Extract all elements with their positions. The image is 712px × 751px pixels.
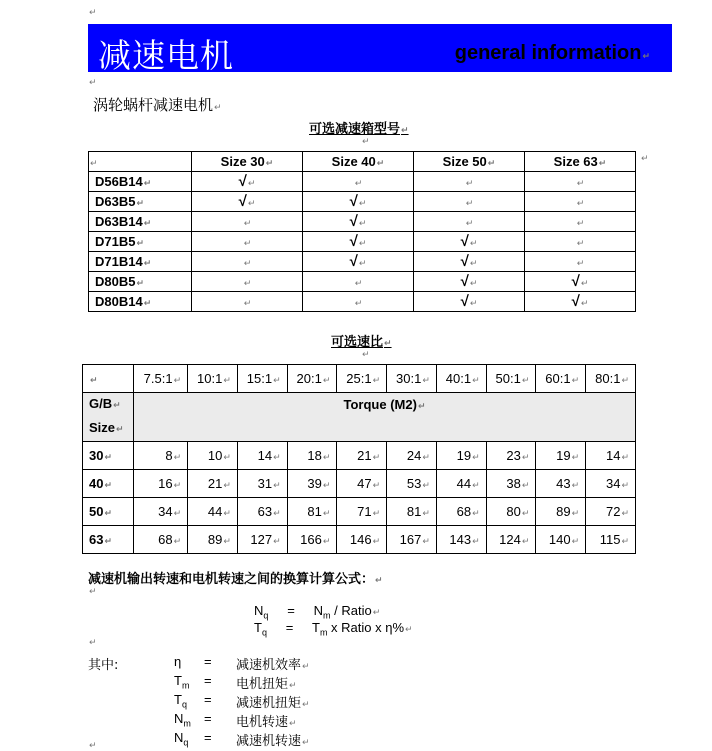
paragraph-mark: ↵: [223, 481, 231, 491]
row-label: D71B5↵: [89, 232, 192, 252]
paragraph-mark: ↵: [89, 741, 97, 751]
paragraph-mark: ↵: [247, 199, 256, 209]
paragraph-mark: ↵: [465, 219, 474, 229]
table-row: [83, 442, 636, 470]
paragraph-mark: ↵: [521, 509, 530, 519]
row-label: D80B5↵: [89, 272, 192, 292]
paragraph-mark: ↵: [521, 537, 530, 547]
legend-description: 减速机扭矩↵: [236, 696, 310, 711]
paragraph-mark: ↵: [621, 481, 629, 491]
paragraph-mark: ↵: [362, 137, 370, 147]
torque-cell: 31↵: [237, 470, 287, 498]
paragraph-mark: ↵: [104, 481, 113, 491]
checkmark-icon: √: [349, 233, 358, 250]
paragraph-mark: ↵: [469, 299, 478, 309]
paragraph-mark: ↵: [247, 179, 256, 189]
size-label: 40↵: [83, 470, 134, 498]
paragraph-mark: ↵: [104, 509, 113, 519]
formula-torque: $T_q = T_m$ x Ratio x η%↵: [254, 620, 413, 638]
paragraph-mark: ↵: [576, 219, 585, 229]
paragraph-mark: ↵: [89, 587, 97, 597]
empty-cell: [303, 292, 414, 312]
size-label: 63↵: [83, 526, 134, 554]
legend-description: 减速机效率↵: [236, 658, 310, 673]
paragraph-mark: ↵: [372, 453, 381, 463]
header-banner: [88, 24, 672, 75]
torque-cell: 44↵: [188, 498, 238, 526]
legend-equals: =: [204, 654, 212, 669]
empty-cell: [525, 252, 636, 272]
paragraph-mark: ↵: [354, 179, 363, 189]
paragraph-mark: ↵: [621, 453, 629, 463]
empty-cell: [414, 192, 525, 212]
empty-cell: [192, 272, 303, 292]
paragraph-mark: ↵: [571, 509, 580, 519]
paragraph-mark: ↵: [472, 509, 480, 519]
check-cell: [414, 232, 525, 252]
checkmark-icon: √: [460, 273, 469, 290]
torque-cell: 47↵: [337, 470, 387, 498]
paragraph-mark: ↵: [571, 376, 580, 386]
ratio-table-caption: 可选速比↵: [331, 334, 392, 349]
ratio-header: 60:1↵: [536, 365, 586, 393]
ratio-header: 40:1↵: [436, 365, 486, 393]
paragraph-mark: ↵: [469, 259, 478, 269]
check-cell: [414, 272, 525, 292]
torque-cell: 115↵: [586, 526, 636, 554]
torque-cell: 19↵: [536, 442, 586, 470]
empty-cell: [192, 232, 303, 252]
checkmark-icon: √: [349, 193, 358, 210]
check-cell: [414, 252, 525, 272]
paragraph-mark: ↵: [469, 239, 478, 249]
check-cell: [192, 192, 303, 212]
empty-cell: [192, 212, 303, 232]
legend-description: 电机转速↵: [236, 715, 297, 730]
table-corner-cell: ↵: [83, 365, 134, 393]
torque-cell: 89↵: [536, 498, 586, 526]
table-row: [89, 252, 636, 272]
torque-cell: 81↵: [287, 498, 337, 526]
paragraph-mark: ↵: [571, 537, 580, 547]
paragraph-mark: ↵: [273, 376, 281, 386]
paragraph-mark: ↵: [422, 376, 430, 386]
section-title: 涡轮蜗杆减速电机↵: [93, 96, 222, 114]
paragraph-mark: ↵: [173, 481, 182, 491]
legend-equals: =: [204, 730, 212, 745]
paragraph-mark: ↵: [273, 453, 281, 463]
ratio-header: 80:1↵: [586, 365, 636, 393]
paragraph-mark: ↵: [422, 453, 430, 463]
legend-prefix: 其中:: [88, 658, 119, 673]
torque-cell: 34↵: [134, 498, 188, 526]
legend-symbol: η: [174, 654, 182, 669]
gb-size-header: G/B↵ Size↵: [83, 393, 134, 442]
row-label: D63B5↵: [89, 192, 192, 212]
checkmark-icon: √: [349, 253, 358, 270]
legend-symbol: $N_m$: [174, 711, 191, 729]
paragraph-mark: ↵: [243, 299, 252, 309]
torque-cell: 166↵: [287, 526, 337, 554]
empty-cell: [303, 172, 414, 192]
torque-cell: 38↵: [486, 470, 536, 498]
paragraph-mark: ↵: [358, 259, 367, 269]
paragraph-mark: ↵: [302, 662, 310, 672]
size-label: 30↵: [83, 442, 134, 470]
legend-symbol: $T_q$: [174, 692, 187, 710]
checkmark-icon: √: [571, 273, 580, 290]
paragraph-mark: ↵: [104, 537, 113, 547]
check-cell: [303, 212, 414, 232]
torque-cell: 23↵: [486, 442, 536, 470]
torque-cell: 71↵: [337, 498, 387, 526]
ratio-torque-table: [82, 364, 636, 554]
paragraph-mark: ↵: [173, 537, 182, 547]
ratio-header: 25:1↵: [337, 365, 387, 393]
paragraph-mark: ↵: [243, 219, 252, 229]
paragraph-mark: ↵: [472, 481, 480, 491]
column-header: Size 30↵: [192, 152, 303, 172]
paragraph-mark: ↵: [322, 481, 331, 491]
paragraph-mark: ↵: [243, 259, 252, 269]
torque-cell: 44↵: [436, 470, 486, 498]
torque-cell: 80↵: [486, 498, 536, 526]
paragraph-mark: ↵: [89, 78, 97, 88]
torque-header: Torque (M2)↵: [134, 393, 636, 442]
paragraph-mark: ↵: [89, 638, 97, 648]
checkmark-icon: √: [238, 173, 247, 190]
paragraph-mark: ↵: [465, 179, 474, 189]
row-label: D71B14↵: [89, 252, 192, 272]
ratio-header: 15:1↵: [237, 365, 287, 393]
torque-cell: 16↵: [134, 470, 188, 498]
paragraph-mark: ↵: [621, 376, 629, 386]
column-header: Size 63↵: [525, 152, 636, 172]
paragraph-mark: ↵: [422, 509, 430, 519]
check-cell: [303, 232, 414, 252]
torque-cell: 127↵: [237, 526, 287, 554]
legend-symbol: $T_m$: [174, 673, 190, 691]
paragraph-mark: ↵: [465, 199, 474, 209]
paragraph-mark: ↵: [354, 279, 363, 289]
legend-item: [0, 654, 712, 672]
banner-subtitle: general information↵: [454, 42, 650, 64]
row-label: D63B14↵: [89, 212, 192, 232]
torque-cell: 81↵: [387, 498, 437, 526]
legend-symbol: $N_q$: [174, 730, 189, 748]
paragraph-mark: ↵: [322, 509, 331, 519]
table-row: [89, 232, 636, 252]
paragraph-mark: ↵: [422, 481, 430, 491]
paragraph-mark: ↵: [173, 453, 182, 463]
formula-heading: 减速机输出转速和电机转速之间的换算计算公式：↵: [88, 572, 383, 587]
torque-cell: 53↵: [387, 470, 437, 498]
torque-cell: 143↵: [436, 526, 486, 554]
table-row: [89, 172, 636, 192]
paragraph-mark: ↵: [143, 259, 152, 269]
ratio-header: 30:1↵: [387, 365, 437, 393]
paragraph-mark: ↵: [580, 299, 589, 309]
empty-cell: [525, 192, 636, 212]
checkmark-icon: √: [460, 233, 469, 250]
checkmark-icon: √: [571, 293, 580, 310]
paragraph-mark: ↵: [472, 376, 480, 386]
torque-cell: 167↵: [387, 526, 437, 554]
paragraph-mark: ↵: [289, 681, 297, 691]
table-row: [83, 526, 636, 554]
paragraph-mark: ↵: [580, 279, 589, 289]
banner-title: 减速电机: [98, 36, 234, 75]
empty-cell: [303, 272, 414, 292]
legend-equals: =: [204, 711, 212, 726]
paragraph-mark: ↵: [223, 453, 231, 463]
paragraph-mark: ↵: [136, 239, 145, 249]
torque-cell: 124↵: [486, 526, 536, 554]
legend-item: [0, 730, 712, 748]
paragraph-mark: ↵: [173, 509, 182, 519]
column-header: Size 50↵: [414, 152, 525, 172]
paragraph-mark: ↵: [173, 376, 182, 386]
table-corner-cell: ↵: [89, 152, 192, 172]
paragraph-mark: ↵: [362, 350, 370, 360]
paragraph-mark: ↵: [322, 376, 331, 386]
legend-description: 电机扭矩↵: [236, 677, 297, 692]
legend-item: [0, 673, 712, 691]
formula-speed: $N_q = N_m$ / Ratio↵: [254, 603, 381, 621]
torque-cell: 68↵: [134, 526, 188, 554]
row-label: D56B14↵: [89, 172, 192, 192]
paragraph-mark: ↵: [322, 453, 331, 463]
legend-item: [0, 692, 712, 710]
torque-cell: 14↵: [237, 442, 287, 470]
check-cell: [303, 192, 414, 212]
check-cell: [192, 172, 303, 192]
paragraph-mark: ↵: [621, 537, 629, 547]
torque-cell: 43↵: [536, 470, 586, 498]
empty-cell: [525, 212, 636, 232]
empty-cell: [192, 252, 303, 272]
torque-cell: 24↵: [387, 442, 437, 470]
paragraph-mark: ↵: [576, 179, 585, 189]
paragraph-mark: ↵: [223, 376, 231, 386]
paragraph-mark: ↵: [223, 509, 231, 519]
table-row: [83, 470, 636, 498]
gearbox-table-caption: 可选减速箱型号↵: [309, 121, 409, 136]
table-row: [83, 498, 636, 526]
paragraph-mark: ↵: [143, 219, 152, 229]
torque-cell: 21↵: [337, 442, 387, 470]
paragraph-mark: ↵: [469, 279, 478, 289]
torque-cell: 140↵: [536, 526, 586, 554]
paragraph-mark: ↵: [372, 537, 381, 547]
torque-cell: 18↵: [287, 442, 337, 470]
ratio-header: 7.5:1↵: [134, 365, 188, 393]
paragraph-mark: ↵: [273, 537, 281, 547]
paragraph-mark: ↵: [302, 700, 310, 710]
paragraph-mark: ↵: [422, 537, 430, 547]
legend-equals: =: [204, 673, 212, 688]
ratio-header: 10:1↵: [188, 365, 238, 393]
paragraph-mark: ↵: [571, 453, 580, 463]
paragraph-mark: ↵: [576, 239, 585, 249]
torque-cell: 89↵: [188, 526, 238, 554]
paragraph-mark: ↵: [621, 509, 629, 519]
paragraph-mark: ↵: [576, 199, 585, 209]
table-row: [89, 292, 636, 312]
paragraph-mark: ↵: [322, 537, 331, 547]
paragraph-mark: ↵: [273, 509, 281, 519]
paragraph-mark: ↵: [521, 453, 530, 463]
paragraph-mark: ↵: [143, 179, 152, 189]
paragraph-mark: ↵: [521, 481, 530, 491]
torque-cell: 19↵: [436, 442, 486, 470]
torque-cell: 8↵: [134, 442, 188, 470]
check-cell: [414, 292, 525, 312]
torque-cell: 63↵: [237, 498, 287, 526]
paragraph-mark: ↵: [354, 299, 363, 309]
paragraph-mark: ↵: [104, 453, 113, 463]
legend-equals: =: [204, 692, 212, 707]
paragraph-mark: ↵: [372, 509, 381, 519]
row-label: D80B14↵: [89, 292, 192, 312]
torque-cell: 39↵: [287, 470, 337, 498]
paragraph-mark: ↵: [358, 219, 367, 229]
torque-cell: 14↵: [586, 442, 636, 470]
empty-cell: [525, 172, 636, 192]
paragraph-mark: ↵: [472, 537, 480, 547]
checkmark-icon: √: [460, 253, 469, 270]
paragraph-mark: ↵: [136, 279, 145, 289]
torque-cell: 21↵: [188, 470, 238, 498]
paragraph-mark: ↵: [472, 453, 480, 463]
table-row: [89, 212, 636, 232]
checkmark-icon: √: [349, 213, 358, 230]
size-label: 50↵: [83, 498, 134, 526]
paragraph-mark: ↵: [243, 279, 252, 289]
paragraph-mark: ↵: [576, 259, 585, 269]
paragraph-mark: ↵: [372, 376, 381, 386]
empty-cell: [192, 292, 303, 312]
check-cell: [525, 292, 636, 312]
paragraph-mark: ↵: [571, 481, 580, 491]
check-cell: [303, 252, 414, 272]
paragraph-mark: ↵: [641, 154, 649, 164]
ratio-header: 50:1↵: [486, 365, 536, 393]
torque-cell: 72↵: [586, 498, 636, 526]
paragraph-mark: ↵: [358, 199, 367, 209]
check-cell: [525, 272, 636, 292]
paragraph-mark: ↵: [302, 738, 310, 748]
paragraph-mark: ↵: [243, 239, 252, 249]
paragraph-mark: ↵: [143, 299, 152, 309]
table-row: [89, 272, 636, 292]
table-row: [89, 192, 636, 212]
paragraph-mark: ↵: [372, 481, 381, 491]
ratio-header: 20:1↵: [287, 365, 337, 393]
paragraph-mark: ↵: [521, 376, 530, 386]
paragraph-mark: ↵: [358, 239, 367, 249]
torque-cell: 146↵: [337, 526, 387, 554]
gearbox-table: [88, 151, 636, 312]
paragraph-mark: ↵: [89, 8, 97, 18]
torque-cell: 68↵: [436, 498, 486, 526]
paragraph-mark: ↵: [136, 199, 145, 209]
legend-description: 减速机转速↵: [236, 734, 310, 749]
paragraph-mark: ↵: [273, 481, 281, 491]
checkmark-icon: √: [238, 193, 247, 210]
checkmark-icon: √: [460, 293, 469, 310]
empty-cell: [525, 232, 636, 252]
legend-item: [0, 711, 712, 729]
torque-cell: 34↵: [586, 470, 636, 498]
paragraph-mark: ↵: [289, 719, 297, 729]
column-header: Size 40↵: [303, 152, 414, 172]
empty-cell: [414, 212, 525, 232]
paragraph-mark: ↵: [223, 537, 231, 547]
empty-cell: [414, 172, 525, 192]
torque-cell: 10↵: [188, 442, 238, 470]
